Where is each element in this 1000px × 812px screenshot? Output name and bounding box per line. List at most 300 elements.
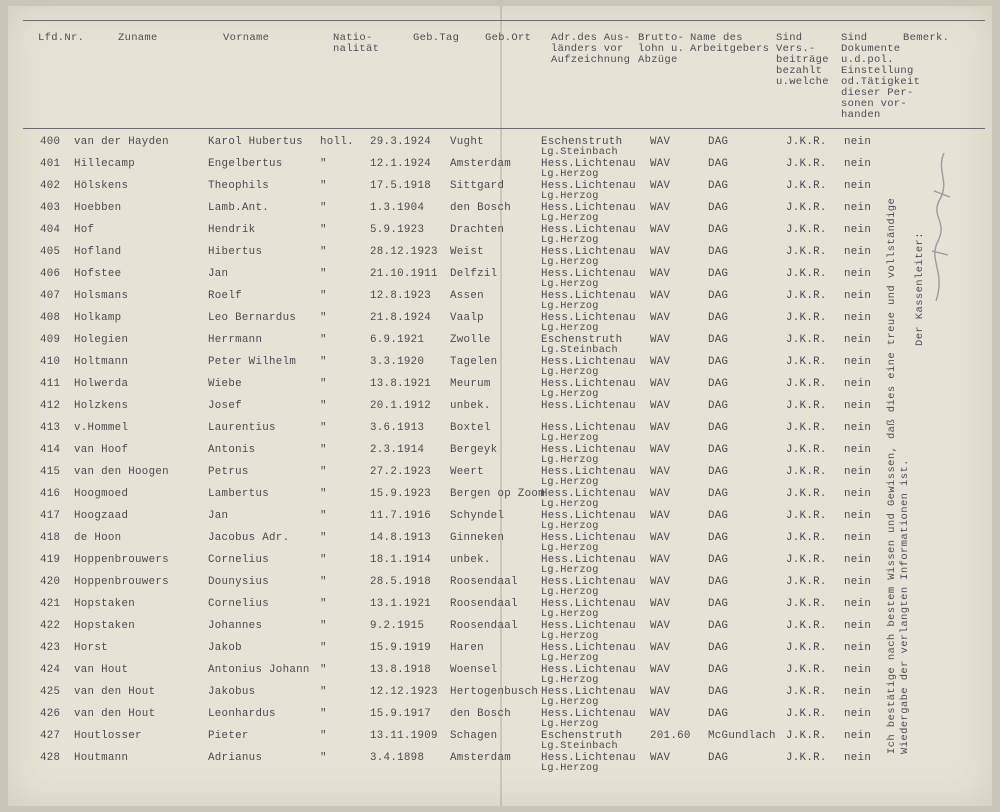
cell-documents: nein [844,488,872,500]
table-row [8,137,992,159]
cell-nationality: " [320,444,327,456]
cell-address: Hess.Lichtenau [541,554,636,566]
cell-row-number: 401 [40,158,61,170]
cell-insurance: J.K.R. [786,532,827,544]
cell-birth-place: Roosendaal [450,598,518,610]
cell-documents: nein [844,598,872,610]
cell-address: Hess.Lichtenau [541,202,636,214]
cell-birth-place: Zwolle [450,334,491,346]
cell-employer: DAG [708,598,729,610]
cell-gross-wage: WAV [650,598,671,610]
cell-address-line-2: Lg.Steinbach [541,345,618,356]
cell-gross-wage: WAV [650,576,671,588]
cell-nationality: " [320,334,327,346]
cell-surname: Hoebben [74,202,122,214]
cell-employer: DAG [708,620,729,632]
cell-address-line-2: Lg.Herzog [541,675,599,686]
cell-birth-date: 6.9.1921 [370,334,425,346]
cell-documents: nein [844,400,872,412]
cell-birth-place: Amsterdam [450,752,512,764]
cell-address-line-2: Lg.Herzog [541,169,599,180]
cell-documents: nein [844,532,872,544]
cell-employer: DAG [708,664,729,676]
cell-surname: de Hoon [74,532,122,544]
cell-address: Hess.Lichtenau [541,488,636,500]
cell-address: Hess.Lichtenau [541,268,636,280]
cell-surname: v.Hommel [74,422,129,434]
cell-birth-place: Amsterdam [450,158,512,170]
table-row [8,423,992,445]
cell-surname: Holzkens [74,400,129,412]
cell-gross-wage: WAV [650,224,671,236]
cell-insurance: J.K.R. [786,686,827,698]
cell-birth-date: 18.1.1914 [370,554,432,566]
cell-birth-place: Boxtel [450,422,491,434]
cell-address-line-2: Lg.Herzog [541,565,599,576]
cell-first-name: Cornelius [208,554,270,566]
table-row [8,643,992,665]
cell-birth-date: 3.6.1913 [370,422,425,434]
cell-nationality: " [320,664,327,676]
cell-address: Hess.Lichtenau [541,158,636,170]
cell-nationality: " [320,202,327,214]
cell-birth-date: 17.5.1918 [370,180,432,192]
top-rule [23,20,985,21]
cell-address: Hess.Lichtenau [541,400,636,412]
cell-row-number: 413 [40,422,61,434]
cell-address: Hess.Lichtenau [541,708,636,720]
cell-nationality: " [320,642,327,654]
cell-address-line-2: Lg.Herzog [541,631,599,642]
cell-birth-place: Weist [450,246,484,258]
cell-nationality: " [320,422,327,434]
table-row [8,313,992,335]
cell-first-name: Antonis [208,444,256,456]
cell-insurance: J.K.R. [786,356,827,368]
cell-nationality: " [320,730,327,742]
cell-gross-wage: WAV [650,664,671,676]
cell-address: Hess.Lichtenau [541,532,636,544]
header-dokumente: Sind Dokumente u.d.pol. Einstellung od.Tätigkeit dieser Per- sonen vor- handen [841,32,921,121]
cell-first-name: Lambertus [208,488,270,500]
cell-employer: DAG [708,488,729,500]
cell-birth-date: 12.8.1923 [370,290,432,302]
header-arbeitgeber: Name des Arbeitgebers [690,32,770,55]
table-row [8,159,992,181]
cell-gross-wage: WAV [650,708,671,720]
cell-surname: Hofland [74,246,122,258]
certification-line-2: Wiedergabe der verlangten Informationen ist. [899,459,911,754]
cell-row-number: 407 [40,290,61,302]
cell-birth-place: Tagelen [450,356,498,368]
cell-address-line-2: Lg.Herzog [541,367,599,378]
cell-documents: nein [844,202,872,214]
cell-nationality: " [320,290,327,302]
cell-insurance: J.K.R. [786,400,827,412]
cell-birth-place: Haren [450,642,484,654]
cell-address: Hess.Lichtenau [541,246,636,258]
cell-gross-wage: WAV [650,752,671,764]
cell-address-line-2: Lg.Herzog [541,433,599,444]
cell-employer: DAG [708,158,729,170]
cell-insurance: J.K.R. [786,422,827,434]
cell-insurance: J.K.R. [786,576,827,588]
cell-first-name: Adrianus [208,752,263,764]
cell-documents: nein [844,422,872,434]
cell-first-name: Jacobus Adr. [208,532,290,544]
cell-insurance: J.K.R. [786,752,827,764]
cell-first-name: Hibertus [208,246,263,258]
cell-birth-place: Vaalp [450,312,484,324]
cell-address-line-2: Lg.Herzog [541,763,599,774]
cell-address-line-2: Lg.Herzog [541,587,599,598]
cell-surname: Horst [74,642,108,654]
cell-row-number: 402 [40,180,61,192]
cell-documents: nein [844,158,872,170]
cell-insurance: J.K.R. [786,598,827,610]
cell-row-number: 406 [40,268,61,280]
cell-gross-wage: WAV [650,312,671,324]
cell-nationality: " [320,466,327,478]
cell-employer: DAG [708,466,729,478]
cell-birth-date: 14.8.1913 [370,532,432,544]
cell-row-number: 408 [40,312,61,324]
cell-row-number: 424 [40,664,61,676]
table-row [8,291,992,313]
table-row [8,445,992,467]
cell-surname: Hofstee [74,268,122,280]
cell-row-number: 410 [40,356,61,368]
cell-insurance: J.K.R. [786,312,827,324]
cell-birth-date: 29.3.1924 [370,136,432,148]
cell-nationality: " [320,510,327,522]
cell-first-name: Petrus [208,466,249,478]
cell-insurance: J.K.R. [786,246,827,258]
cell-first-name: Roelf [208,290,242,302]
cell-row-number: 411 [40,378,61,390]
cell-nationality: " [320,246,327,258]
cell-first-name: Laurentius [208,422,276,434]
cell-birth-date: 13.11.1909 [370,730,438,742]
cell-insurance: J.K.R. [786,510,827,522]
cell-address: Hess.Lichtenau [541,686,636,698]
cell-surname: van der Hayden [74,136,169,148]
cell-documents: nein [844,378,872,390]
cell-birth-place: Drachten [450,224,505,236]
cell-gross-wage: WAV [650,246,671,258]
cell-birth-date: 3.4.1898 [370,752,425,764]
cell-address-line-2: Lg.Herzog [541,543,599,554]
cell-first-name: Cornelius [208,598,270,610]
cell-address-line-2: Lg.Herzog [541,257,599,268]
cell-documents: nein [844,730,872,742]
cell-birth-place: den Bosch [450,202,512,214]
certification-line-1: Ich bestätige nach bestem Wissen und Gewissen, daß dies eine treue und vollständige [886,197,898,754]
table-row [8,731,992,753]
header-vorname: Vorname [223,32,270,44]
cell-address-line-2: Lg.Herzog [541,191,599,202]
cell-birth-date: 15.9.1923 [370,488,432,500]
cell-surname: van Hout [74,664,129,676]
cell-birth-date: 13.8.1918 [370,664,432,676]
cell-row-number: 414 [40,444,61,456]
cell-surname: Holwerda [74,378,129,390]
cell-row-number: 409 [40,334,61,346]
cell-first-name: Johannes [208,620,263,632]
cell-nationality: " [320,180,327,192]
cell-surname: Hoppenbrouwers [74,554,169,566]
table-row [8,687,992,709]
cell-gross-wage: WAV [650,378,671,390]
cell-employer: DAG [708,312,729,324]
table-row [8,665,992,687]
cell-address: Hess.Lichtenau [541,510,636,522]
cell-employer: DAG [708,576,729,588]
cell-documents: nein [844,444,872,456]
cell-address-line-2: Lg.Herzog [541,213,599,224]
cell-row-number: 416 [40,488,61,500]
cell-first-name: Leonhardus [208,708,276,720]
header-geb-ort: Geb.Ort [485,32,532,44]
cell-address: Hess.Lichtenau [541,444,636,456]
cell-employer: DAG [708,444,729,456]
cell-insurance: J.K.R. [786,554,827,566]
cell-row-number: 427 [40,730,61,742]
cell-address: Eschenstruth [541,730,623,742]
cell-surname: van den Hout [74,708,156,720]
cell-address-line-2: Lg.Herzog [541,323,599,334]
header-bemerk: Bemerk. [903,32,950,44]
cell-documents: nein [844,268,872,280]
table-row [8,379,992,401]
handwritten-signature [926,151,956,321]
cell-birth-place: Bergen op Zoom [450,488,545,500]
cell-birth-date: 9.2.1915 [370,620,425,632]
cell-address-line-2: Lg.Herzog [541,235,599,246]
cell-first-name: Dounysius [208,576,270,588]
cell-row-number: 422 [40,620,61,632]
table-row [8,753,992,775]
cell-address-line-2: Lg.Herzog [541,279,599,290]
cell-birth-date: 20.1.1912 [370,400,432,412]
cell-first-name: Herrmann [208,334,263,346]
cell-birth-date: 21.8.1924 [370,312,432,324]
cell-address: Hess.Lichtenau [541,620,636,632]
cell-address: Hess.Lichtenau [541,598,636,610]
cell-birth-date: 27.2.1923 [370,466,432,478]
cell-address-line-2: Lg.Herzog [541,455,599,466]
cell-nationality: " [320,708,327,720]
cell-employer: DAG [708,246,729,258]
cell-row-number: 420 [40,576,61,588]
cell-employer: DAG [708,334,729,346]
cell-address: Hess.Lichtenau [541,422,636,434]
table-row [8,599,992,621]
cell-birth-place: Woensel [450,664,498,676]
cell-nationality: " [320,268,327,280]
cell-gross-wage: WAV [650,136,671,148]
cell-surname: van den Hoogen [74,466,169,478]
cell-birth-place: Meurum [450,378,491,390]
cell-row-number: 412 [40,400,61,412]
cell-row-number: 418 [40,532,61,544]
header-lfd-nr: Lfd.Nr. [38,32,85,44]
cell-insurance: J.K.R. [786,378,827,390]
cell-gross-wage: WAV [650,202,671,214]
cell-row-number: 428 [40,752,61,764]
cell-birth-place: Schagen [450,730,498,742]
cell-documents: nein [844,510,872,522]
cell-insurance: J.K.R. [786,620,827,632]
header-geb-tag: Geb.Tag [413,32,460,44]
cell-address: Hess.Lichtenau [541,356,636,368]
cell-gross-wage: WAV [650,158,671,170]
cell-birth-place: Bergeyk [450,444,498,456]
table-row [8,489,992,511]
cell-birth-place: Roosendaal [450,620,518,632]
table-row [8,335,992,357]
cell-nationality: " [320,158,327,170]
cell-birth-place: Hertogenbusch [450,686,539,698]
cell-surname: Hoogzaad [74,510,129,522]
cell-documents: nein [844,686,872,698]
cell-first-name: Jan [208,268,229,280]
cell-documents: nein [844,642,872,654]
cell-address-line-2: Lg.Herzog [541,653,599,664]
cell-employer: DAG [708,290,729,302]
cell-surname: Hillecamp [74,158,136,170]
cell-gross-wage: WAV [650,444,671,456]
cell-employer: DAG [708,180,729,192]
cell-documents: nein [844,290,872,302]
cell-address-line-2: Lg.Herzog [541,719,599,730]
cell-first-name: Hendrik [208,224,256,236]
cell-employer: DAG [708,224,729,236]
cell-employer: DAG [708,356,729,368]
cell-gross-wage: WAV [650,620,671,632]
cell-nationality: " [320,598,327,610]
cell-nationality: " [320,554,327,566]
table-row [8,225,992,247]
cell-address: Eschenstruth [541,136,623,148]
cell-birth-date: 12.12.1923 [370,686,438,698]
table-row [8,467,992,489]
cell-documents: nein [844,752,872,764]
header-rule [23,128,985,129]
cell-insurance: J.K.R. [786,334,827,346]
cell-row-number: 415 [40,466,61,478]
cell-birth-date: 12.1.1924 [370,158,432,170]
cell-surname: Hopstaken [74,598,136,610]
cell-surname: Holkamp [74,312,122,324]
cell-birth-place: Roosendaal [450,576,518,588]
cell-gross-wage: WAV [650,400,671,412]
cell-gross-wage: WAV [650,334,671,346]
cell-address: Hess.Lichtenau [541,290,636,302]
cell-insurance: J.K.R. [786,708,827,720]
table-row [8,621,992,643]
cell-gross-wage: WAV [650,180,671,192]
cell-employer: DAG [708,686,729,698]
header-zuname: Zuname [118,32,158,44]
cell-surname: Hoppenbrouwers [74,576,169,588]
cell-address: Hess.Lichtenau [541,752,636,764]
cell-employer: DAG [708,708,729,720]
cell-address: Hess.Lichtenau [541,180,636,192]
cell-gross-wage: 201.60 [650,730,691,742]
header-brutto: Brutto- lohn u. Abzüge [638,32,685,66]
cell-insurance: J.K.R. [786,180,827,192]
cell-gross-wage: WAV [650,422,671,434]
cell-birth-date: 28.5.1918 [370,576,432,588]
cell-birth-date: 3.3.1920 [370,356,425,368]
cell-surname: Holtmann [74,356,129,368]
cell-insurance: J.K.R. [786,730,827,742]
cell-first-name: Antonius Johann [208,664,310,676]
cell-row-number: 417 [40,510,61,522]
table-row [8,357,992,379]
cell-gross-wage: WAV [650,554,671,566]
table-row [8,181,992,203]
cell-nationality: holl. [320,136,354,148]
cell-row-number: 421 [40,598,61,610]
header-adresse: Adr.des Aus- länders vor Aufzeichnung [551,32,631,66]
table-row [8,709,992,731]
cell-first-name: Jakobus [208,686,256,698]
cell-employer: DAG [708,752,729,764]
cell-row-number: 425 [40,686,61,698]
header-nationalitaet: Natio- nalität [333,32,380,55]
cell-surname: van Hoof [74,444,129,456]
table-row [8,269,992,291]
cell-birth-date: 2.3.1914 [370,444,425,456]
cell-insurance: J.K.R. [786,444,827,456]
cell-birth-place: Assen [450,290,484,302]
cell-birth-date: 11.7.1916 [370,510,432,522]
cell-birth-place: den Bosch [450,708,512,720]
cell-address-line-2: Lg.Herzog [541,521,599,532]
cell-birth-date: 21.10.1911 [370,268,438,280]
cell-address-line-2: Lg.Steinbach [541,147,618,158]
table-row [8,247,992,269]
cell-documents: nein [844,576,872,588]
cell-insurance: J.K.R. [786,642,827,654]
cell-nationality: " [320,576,327,588]
cell-employer: DAG [708,642,729,654]
cell-birth-place: Weert [450,466,484,478]
table-row [8,577,992,599]
cell-birth-place: Ginneken [450,532,505,544]
cell-first-name: Lamb.Ant. [208,202,270,214]
cell-address-line-2: Lg.Herzog [541,389,599,400]
cell-address-line-2: Lg.Herzog [541,499,599,510]
cell-insurance: J.K.R. [786,158,827,170]
cell-address-line-2: Lg.Herzog [541,477,599,488]
cell-row-number: 400 [40,136,61,148]
cell-row-number: 419 [40,554,61,566]
cell-insurance: J.K.R. [786,224,827,236]
cell-documents: nein [844,136,872,148]
cell-first-name: Peter Wilhelm [208,356,297,368]
cell-gross-wage: WAV [650,268,671,280]
cell-address-line-2: Lg.Steinbach [541,741,618,752]
cell-first-name: Jakob [208,642,242,654]
cell-insurance: J.K.R. [786,136,827,148]
header-vers: Sind Vers.- beiträge bezahlt u.welche [776,32,829,88]
cell-address: Hess.Lichtenau [541,312,636,324]
cell-row-number: 403 [40,202,61,214]
table-row [8,203,992,225]
